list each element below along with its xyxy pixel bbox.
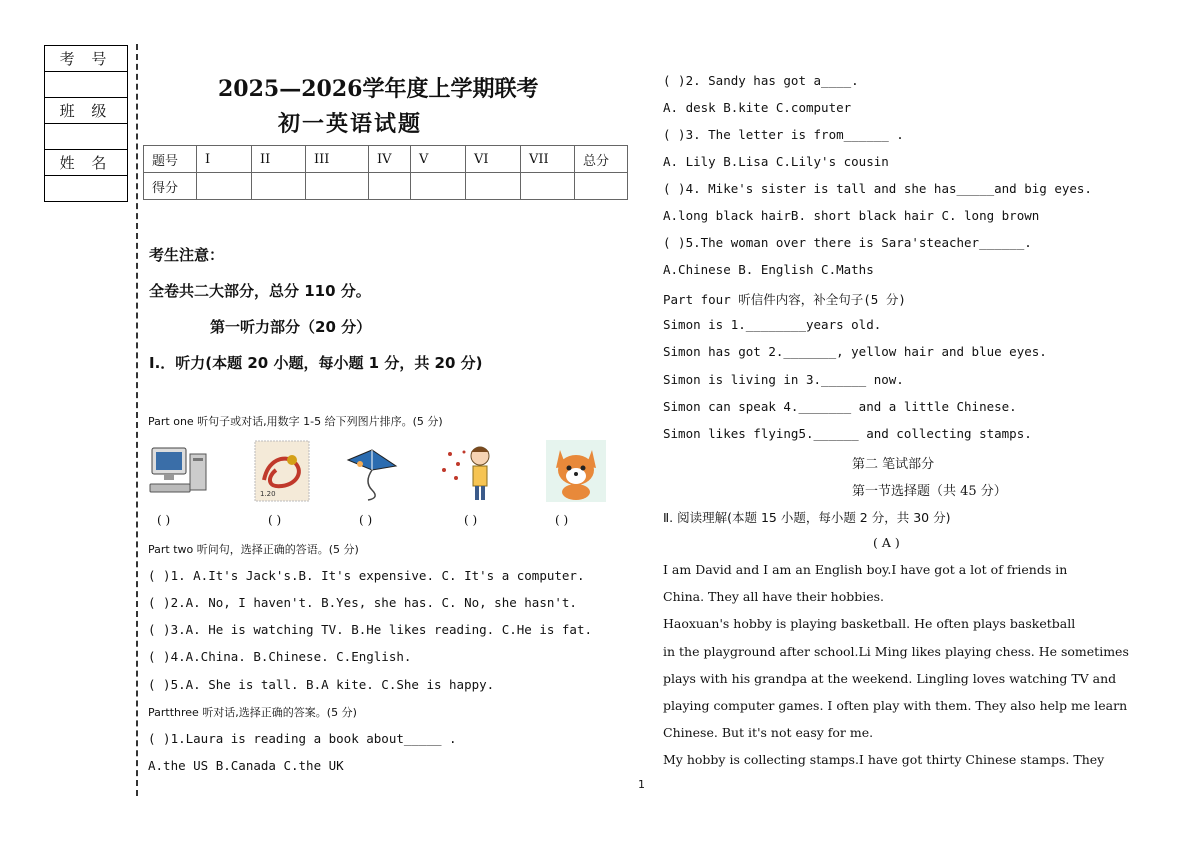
fill-blank-item: Simon has got 2._______, yellow hair and blue eyes. xyxy=(663,344,1047,359)
page-number: 1 xyxy=(638,778,645,791)
question-item: ( )3. The letter is from______ . xyxy=(663,127,904,142)
fill-blank-item: Simon can speak 4._______ and a little Chinese. xyxy=(663,399,1017,414)
question-item: ( )4. Mike's sister is tall and she has_____and big eyes. xyxy=(663,181,1092,196)
score-table xyxy=(143,145,628,200)
choice-section-title: 第一节选择题（共 45 分） xyxy=(852,484,1007,499)
svg-text:1.20: 1.20 xyxy=(260,490,276,498)
question-options: A.Chinese B. English C.Maths xyxy=(663,262,874,277)
question-options: A.long black hairB. short black hair C. long brown xyxy=(663,208,1040,223)
score-header-cell: V xyxy=(411,146,466,173)
score-cell[interactable] xyxy=(369,173,411,200)
sneezing-boy-picture xyxy=(436,440,506,502)
passage-line: China. They all have their hobbies. xyxy=(663,589,885,604)
score-cell[interactable] xyxy=(521,173,575,200)
class-field[interactable] xyxy=(45,124,128,150)
score-cell[interactable] xyxy=(575,173,628,200)
score-header-cell: IV xyxy=(369,146,411,173)
question-item: ( )1.Laura is reading a book about_____ . xyxy=(148,731,457,746)
score-cell[interactable] xyxy=(197,173,252,200)
class-label: 班 级 xyxy=(45,98,128,124)
part-two-instruction: Part two 听问句，选择正确的答语。(5 分) xyxy=(148,543,359,556)
passage-label: ( A ) xyxy=(873,535,900,550)
score-cell[interactable] xyxy=(252,173,306,200)
part-one-instruction: Part one 听句子或对话,用数字 1-5 给下列图片排序。(5 分) xyxy=(148,415,443,428)
score-header-cell: II xyxy=(252,146,306,173)
name-label: 姓 名 xyxy=(45,150,128,176)
picture-answer-blank[interactable]: ( ) xyxy=(464,513,478,527)
passage-line: I am David and I am an English boy.I have got a lot of friends in xyxy=(663,562,1068,577)
exam-title: 2025—2026学年度上学期联考 xyxy=(218,76,539,102)
part-three-instruction: Partthree 听对话,选择正确的答案。(5 分) xyxy=(148,706,357,719)
kite-picture xyxy=(342,440,404,502)
written-part-title: 第二 笔试部分 xyxy=(852,457,935,472)
notice-heading: 考生注意： xyxy=(149,246,225,264)
question-item: ( )1. A.It's Jack's.B. It's expensive. C. It's a computer. xyxy=(148,568,585,583)
score-header-cell: 总分 xyxy=(575,146,628,173)
score-header-cell: III xyxy=(306,146,369,173)
passage-line: in the playground after school.Li Ming likes playing chess. He sometimes xyxy=(663,644,1129,659)
exam-subtitle: 初一英语试题 xyxy=(278,111,423,137)
question-options: A. Lily B.Lisa C.Lily's cousin xyxy=(663,154,889,169)
score-row-label: 得分 xyxy=(144,173,197,200)
score-cell[interactable] xyxy=(306,173,369,200)
score-header-cell: VI xyxy=(466,146,521,173)
computer-picture xyxy=(148,440,210,502)
picture-answer-blank[interactable]: ( ) xyxy=(359,513,373,527)
score-header-cell: VII xyxy=(521,146,575,173)
passage-line: plays with his grandpa at the weekend. Lingling loves watching TV and xyxy=(663,671,1117,686)
score-cell[interactable] xyxy=(411,173,466,200)
listening-instruction: I.．听力(本题 20 小题，每小题 1 分，共 20 分) xyxy=(149,354,483,372)
part-four-instruction: Part four 听信件内容，补全句子(5 分) xyxy=(663,292,906,307)
picture-answer-blank[interactable]: ( ) xyxy=(555,513,569,527)
passage-line: Chinese. But it's not easy for me. xyxy=(663,725,874,740)
question-options: A.the US B.Canada C.the UK xyxy=(148,758,344,773)
score-header-cell: 题号 xyxy=(144,146,197,173)
name-field[interactable] xyxy=(45,176,128,202)
picture-answer-blank[interactable]: ( ) xyxy=(157,513,171,527)
question-item: ( )3.A. He is watching TV. B.He likes reading. C.He is fat. xyxy=(148,622,593,637)
fill-blank-item: Simon likes flying5.______ and collecting stamps. xyxy=(663,426,1032,441)
reading-title: Ⅱ. 阅读理解(本题 15 小题，每小题 2 分，共 30 分) xyxy=(663,510,951,525)
binding-line xyxy=(136,44,138,796)
student-info-table xyxy=(44,45,128,202)
notice-total: 全卷共二大部分，总分 110 分。 xyxy=(149,282,371,300)
passage-line: playing computer games. I often play with them. They also help me learn xyxy=(663,698,1128,713)
question-item: ( )4.A.China. B.Chinese. C.English. xyxy=(148,649,412,664)
dog-picture xyxy=(546,440,606,502)
exam-number-field[interactable] xyxy=(45,72,128,98)
question-item: ( )2.A. No, I haven't. B.Yes, she has. C. No, she hasn't. xyxy=(148,595,577,610)
score-header-cell: I xyxy=(197,146,252,173)
passage-line: Haoxuan's hobby is playing basketball. He often plays basketball xyxy=(663,616,1076,631)
passage-line: My hobby is collecting stamps.I have got thirty Chinese stamps. They xyxy=(663,752,1105,767)
score-cell[interactable] xyxy=(466,173,521,200)
question-options: A. desk B.kite C.computer xyxy=(663,100,852,115)
fill-blank-item: Simon is living in 3.______ now. xyxy=(663,372,904,387)
exam-number-label: 考 号 xyxy=(45,46,128,72)
picture-answer-blank[interactable]: ( ) xyxy=(268,513,282,527)
question-item: ( )5.The woman over there is Sara'steacher______. xyxy=(663,235,1032,250)
section-listening-title: 第一听力部分（20 分） xyxy=(210,318,372,336)
fill-blank-item: Simon is 1.________years old. xyxy=(663,317,882,332)
dragon-stamp-picture xyxy=(254,440,310,502)
question-item: ( )2. Sandy has got a____. xyxy=(663,73,859,88)
question-item: ( )5.A. She is tall. B.A kite. C.She is happy. xyxy=(148,677,495,692)
